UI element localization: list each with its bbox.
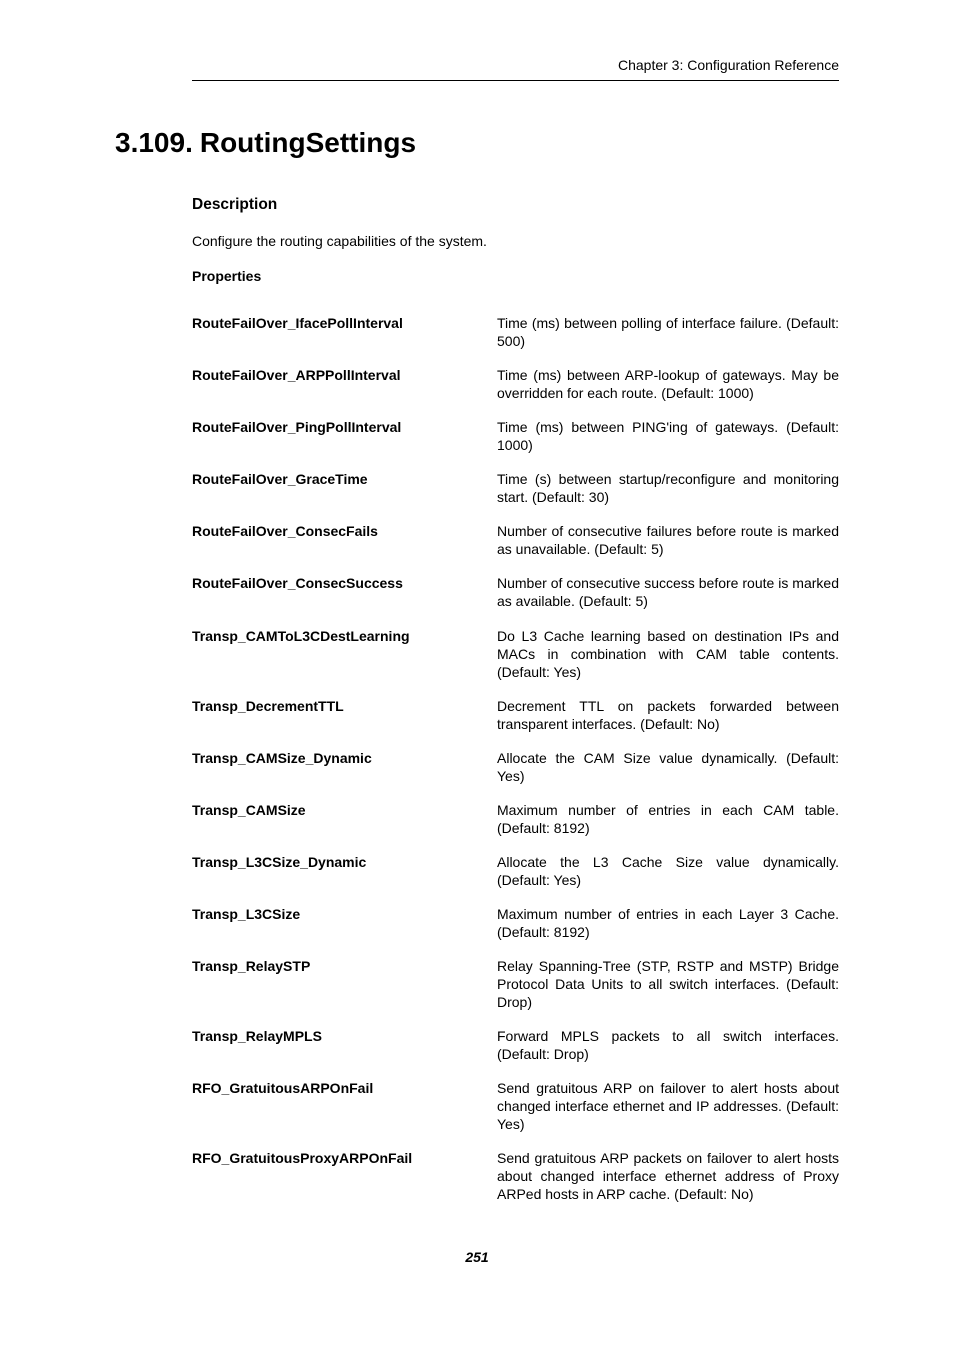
property-name: Transp_CAMToL3CDestLearning [192, 628, 410, 644]
property-description: Do L3 Cache learning based on destination IPs and MACs in combination with CAM table contents. (Default: Yes) [497, 628, 839, 680]
property-name: RFO_GratuitousProxyARPOnFail [192, 1150, 413, 1166]
property-name: RouteFailOver_ARPPollInterval [192, 367, 401, 383]
property-description: Time (s) between startup/reconfigure and monitoring start. (Default: 30) [497, 471, 839, 505]
property-description: Relay Spanning-Tree (STP, RSTP and MSTP) Bridge Protocol Data Units to all switch interfaces. (Default: Drop) [497, 958, 839, 1010]
section-name: RoutingSettings [199, 127, 417, 158]
property-description: Time (ms) between ARP-lookup of gateways. May be overridden for each route. (Default: 1000) [497, 367, 839, 401]
section-title [115, 124, 416, 162]
property-description: Allocate the CAM Size value dynamically. (Default: Yes) [497, 750, 839, 784]
property-name: RouteFailOver_IfacePollInterval [192, 315, 403, 331]
property-description: Forward MPLS packets to all switch interfaces. (Default: Drop) [497, 1028, 839, 1062]
property-description: Decrement TTL on packets forwarded between transparent interfaces. (Default: No) [497, 698, 839, 732]
property-description: Send gratuitous ARP on failover to alert hosts about changed interface ethernet and IP addresses. (Default: Yes) [497, 1080, 839, 1132]
property-description: Maximum number of entries in each Layer 3 Cache. (Default: 8192) [497, 906, 839, 940]
property-name: RouteFailOver_PingPollInterval [192, 419, 402, 435]
property-description: Time (ms) between polling of interface failure. (Default: 500) [497, 315, 839, 349]
description-text: Configure the routing capabilities of the system. [192, 233, 487, 249]
property-description: Number of consecutive failures before route is marked as unavailable. (Default: 5) [497, 523, 839, 557]
property-description: Allocate the L3 Cache Size value dynamically. (Default: Yes) [497, 854, 839, 888]
property-description: Send gratuitous ARP packets on failover to alert hosts about changed interface ethernet address of Proxy ARPed hosts in ARP cache. (Default: No) [497, 1150, 839, 1202]
property-name: RouteFailOver_ConsecFails [192, 523, 378, 539]
property-name: Transp_RelaySTP [192, 958, 311, 974]
property-name: Transp_CAMSize [192, 802, 306, 818]
property-description: Maximum number of entries in each CAM table. (Default: 8192) [497, 802, 839, 836]
property-name: Transp_L3CSize [192, 906, 301, 922]
property-name: RFO_GratuitousARPOnFail [192, 1080, 374, 1096]
property-description: Time (ms) between PING'ing of gateways. (Default: 1000) [497, 419, 839, 453]
section-number: 3.109. [115, 127, 193, 158]
property-name: RouteFailOver_ConsecSuccess [192, 575, 403, 591]
page-number: 251 [465, 1249, 489, 1265]
running-header [192, 56, 839, 81]
property-name: Transp_CAMSize_Dynamic [192, 750, 372, 766]
property-name: RouteFailOver_GraceTime [192, 471, 368, 487]
property-name: Transp_DecrementTTL [192, 698, 344, 714]
description-heading: Description [192, 196, 278, 213]
property-name: Transp_L3CSize_Dynamic [192, 854, 367, 870]
property-name: Transp_RelayMPLS [192, 1028, 322, 1044]
chapter-title: Chapter 3: Configuration Reference [617, 57, 839, 73]
property-description: Number of consecutive success before route is marked as available. (Default: 5) [497, 575, 839, 609]
properties-heading: Properties [192, 268, 262, 284]
